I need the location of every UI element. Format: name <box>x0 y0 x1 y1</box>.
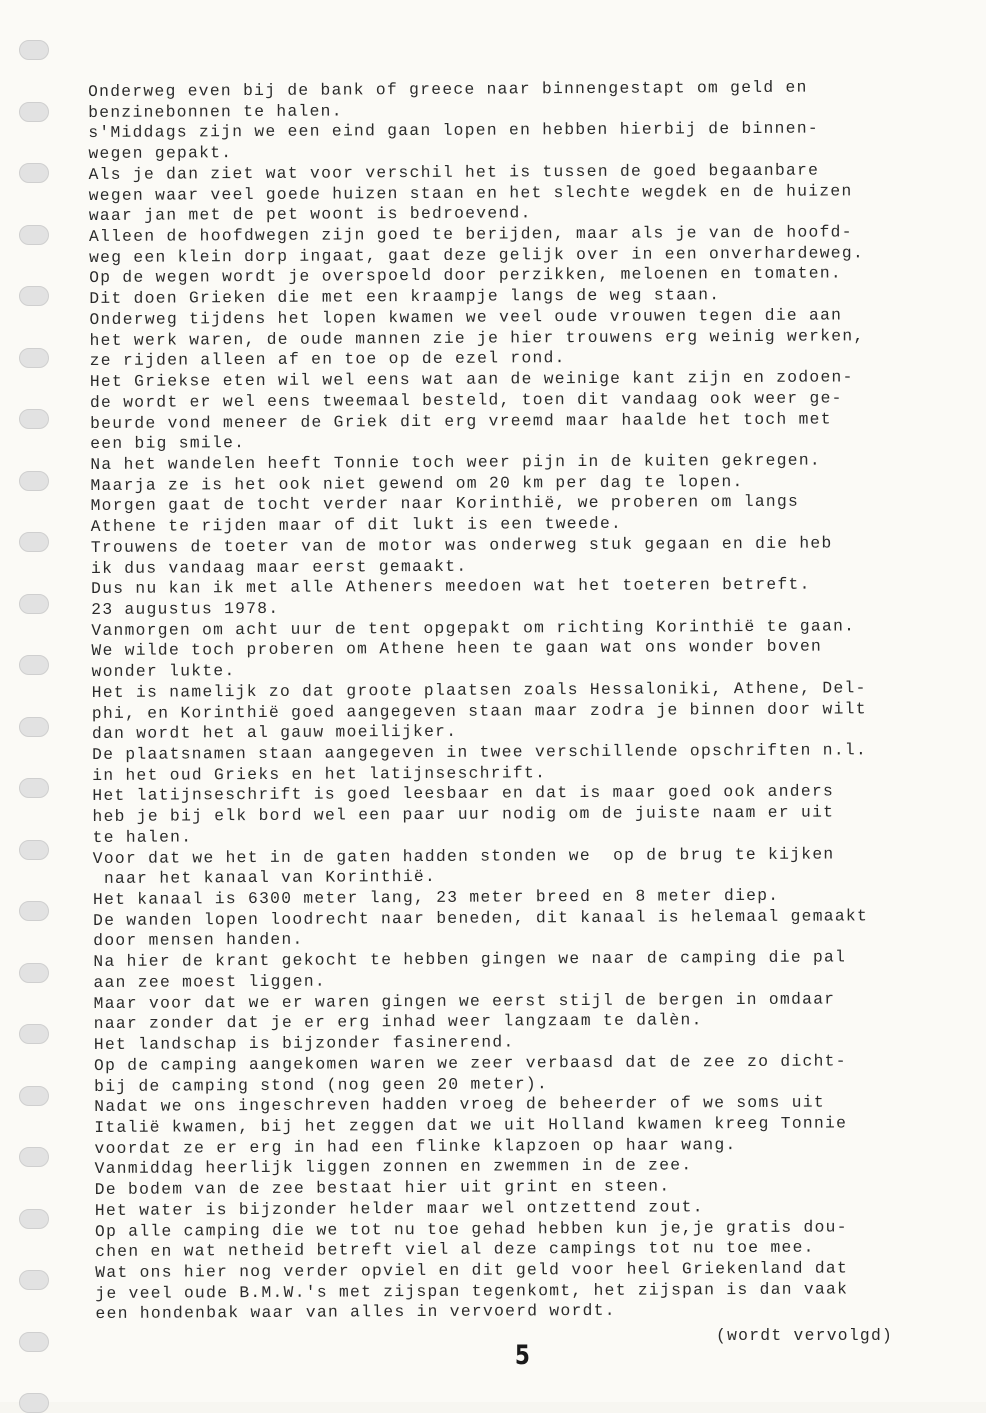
binder-hole <box>19 594 49 614</box>
text-line: De wanden lopen loodrecht naar beneden, dit kanaal is helemaal gemaakt <box>93 906 869 930</box>
text-line: Dit doen Grieken die met een kraampje langs de weg staan. <box>89 285 721 309</box>
text-line: ze rijden alleen af en toe op de ezel rond. <box>89 348 566 371</box>
text-line: Op de camping aangekomen waren we zeer verbaasd dat de zee zo dicht- <box>93 1051 847 1075</box>
binder-hole <box>19 1086 49 1106</box>
page-number: 5 <box>514 1340 530 1371</box>
binder-hole <box>19 963 49 983</box>
text-line: We wilde toch proberen om Athene heen te gaan wat ons wonder boven <box>91 636 823 661</box>
binder-hole <box>19 901 49 921</box>
text-line: Vanmorgen om acht uur de tent opgepakt om richting Korinthië te gaan. <box>91 616 856 640</box>
text-line: dan wordt het al gauw moeilijker. <box>91 722 458 744</box>
text-line: benzinebonnen te halen. <box>88 101 343 122</box>
text-line: Nadat we ons ingeschreven hadden vroeg de beheerder of we soms uit <box>94 1092 825 1117</box>
text-line: De bodem van de zee bestaat hier uit grint en steen. <box>94 1176 671 1200</box>
text-line: Athene te rijden maar of dit lukt is een tweede. <box>90 513 623 537</box>
text-line: je veel oude B.M.W.'s met zijspan tegenkomt, het zijspan is dan vaak <box>95 1279 849 1303</box>
text-line: Het landschap is bijzonder fasinerend. <box>93 1032 515 1055</box>
binder-hole <box>19 1209 49 1229</box>
binder-hole <box>19 102 49 122</box>
text-line: Het water is bijzonder helder maar wel ontzettend zout. <box>94 1197 704 1220</box>
text-line: Op de wegen wordt je overspoeld door perzikken, meloenen en tomaten. <box>89 263 843 288</box>
text-line: door mensen handen. <box>93 930 304 951</box>
text-line: naar het kanaal van Korinthië. <box>92 867 437 889</box>
body-text <box>88 77 976 1325</box>
text-line: De plaatsnamen staan aangegeven in twee verschillende opschriften n.l. <box>92 740 868 764</box>
binder-hole <box>19 655 49 675</box>
text-line: Na het wandelen heeft Tonnie toch weer pijn in de kuiten gekregen. <box>90 450 822 474</box>
text-line: phi, en Korinthië goed aangegeven staan maar zodra je binnen door wilt <box>91 698 867 723</box>
text-line: 23 augustus 1978. <box>91 598 280 619</box>
binder-hole <box>19 163 49 183</box>
text-line: Na hier de krant gekocht te hebben gingen we naar de camping die pal <box>93 947 847 972</box>
text-line: de wordt er wel eens tweemaal besteld, toen dit vandaag ook weer ge- <box>89 388 843 412</box>
continued-note: (wordt vervolgd) <box>716 1326 894 1345</box>
text-line: Maarja ze is het ook niet gewend om 20 km per dag te lopen. <box>90 471 744 495</box>
text-line: Alleen de hoofdwegen zijn goed te berijden, maar als je van de hoofd- <box>88 222 853 247</box>
text-line: wegen gepakt. <box>88 143 233 164</box>
text-line: waar jan met de pet woont is bedroevend. <box>88 203 532 226</box>
text-line: aan zee moest liggen. <box>93 971 327 992</box>
text-line: Als je dan ziet wat voor verschil het is tussen de goed begaanbare <box>88 160 820 184</box>
binder-hole <box>19 348 49 368</box>
text-line: wegen waar veel goede huizen staan en het slechte wegdek en de huizen <box>88 180 853 205</box>
binder-hole <box>19 409 49 429</box>
binder-hole <box>19 471 49 491</box>
binder-hole <box>19 1147 49 1167</box>
text-line: te halen. <box>92 827 193 847</box>
text-line: Trouwens de toeter van de motor was onderweg stuk gegaan en die heb <box>90 533 833 557</box>
binder-hole <box>19 286 49 306</box>
binder-hole <box>19 1393 49 1413</box>
text-line: het werk waren, de oude mannen zie je hier trouwens erg weinig werken, <box>89 325 865 350</box>
text-line: heb je bij elk bord wel een paar uur nodig om de juiste naam er uit <box>92 802 835 827</box>
text-line: Het Griekse eten wil wel eens wat aan de weinige kant zijn en zodoen- <box>89 367 854 392</box>
binder-hole <box>19 532 49 552</box>
binder-hole <box>19 778 49 798</box>
text-line: bij de camping stond (nog geen 20 meter). <box>94 1073 549 1096</box>
text-line: Het is namelijk zo dat groote plaatsen zoals Hessaloniki, Athene, Del- <box>91 678 867 702</box>
binder-hole <box>19 225 49 245</box>
text-line: Onderweg tijdens het lopen kwamen we veel oude vrouwen tegen die aan <box>89 305 843 329</box>
binder-hole <box>19 1332 49 1352</box>
text-line: Maar voor dat we er waren gingen we eerst stijl de bergen in omdaar <box>93 989 836 1013</box>
text-line: in het oud Grieks en het latijnseschrift. <box>92 762 547 785</box>
text-line: weg een klein dorp ingaat, gaat deze gelijk over in een onverhardeweg. <box>89 243 865 267</box>
text-line: wonder lukte. <box>91 661 236 682</box>
binder-holes <box>19 40 51 1402</box>
binder-hole <box>19 1024 49 1044</box>
text-line: s'Middags zijn we een eind gaan lopen en hebben hierbij de binnen- <box>88 118 820 143</box>
text-line: voordat ze er erg in had een flinke klapzoen op haar wang. <box>94 1134 737 1158</box>
text-line: Het latijnseschrift is goed leesbaar en dat is maar goed ook anders <box>92 781 835 806</box>
binder-hole <box>19 840 49 860</box>
text-line: naar zonder dat je er erg inhad weer langzaam te dalèn. <box>93 1010 703 1034</box>
text-line: Onderweg even bij de bank of greece naar binnengestapt om geld en <box>88 77 808 101</box>
binder-hole <box>19 1270 49 1290</box>
text-line: een hondenbak waar van alles in vervoerd wordt. <box>95 1301 616 1324</box>
text-line: Wat ons hier nog verder opviel en dit geld voor heel Griekenland dat <box>95 1258 849 1282</box>
binder-hole <box>19 717 49 737</box>
binder-hole <box>19 40 49 60</box>
text-line: chen en wat netheid betreft viel al deze campings tot nu toe mee. <box>95 1237 815 1262</box>
text-line: Vanmiddag heerlijk liggen zonnen en zwemmen in de zee. <box>94 1155 693 1179</box>
text-line: Italië kwamen, bij het zeggen dat we uit Holland kwamen kreeg Tonnie <box>94 1113 848 1137</box>
text-line: Morgen gaat de tocht verder naar Korinthië, we proberen om langs <box>90 492 800 516</box>
text-line: Dus nu kan ik met alle Atheners meedoen wat het toeteren betreft. <box>91 574 811 599</box>
text-line: een big smile. <box>90 433 246 454</box>
text-line: Op alle camping die we tot nu toe gehad hebben kun je,je gratis dou- <box>94 1216 848 1241</box>
text-line: Voor dat we het in de gaten hadden stonden we op de brug te kijken <box>92 844 835 868</box>
text-line: ik dus vandaag maar eerst gemaakt. <box>90 556 468 578</box>
text-line: beurde vond meneer de Griek dit erg vreemd maar haalde het toch met <box>90 408 832 433</box>
text-line: Het kanaal is 6300 meter lang, 23 meter breed en 8 meter diep. <box>92 885 780 910</box>
